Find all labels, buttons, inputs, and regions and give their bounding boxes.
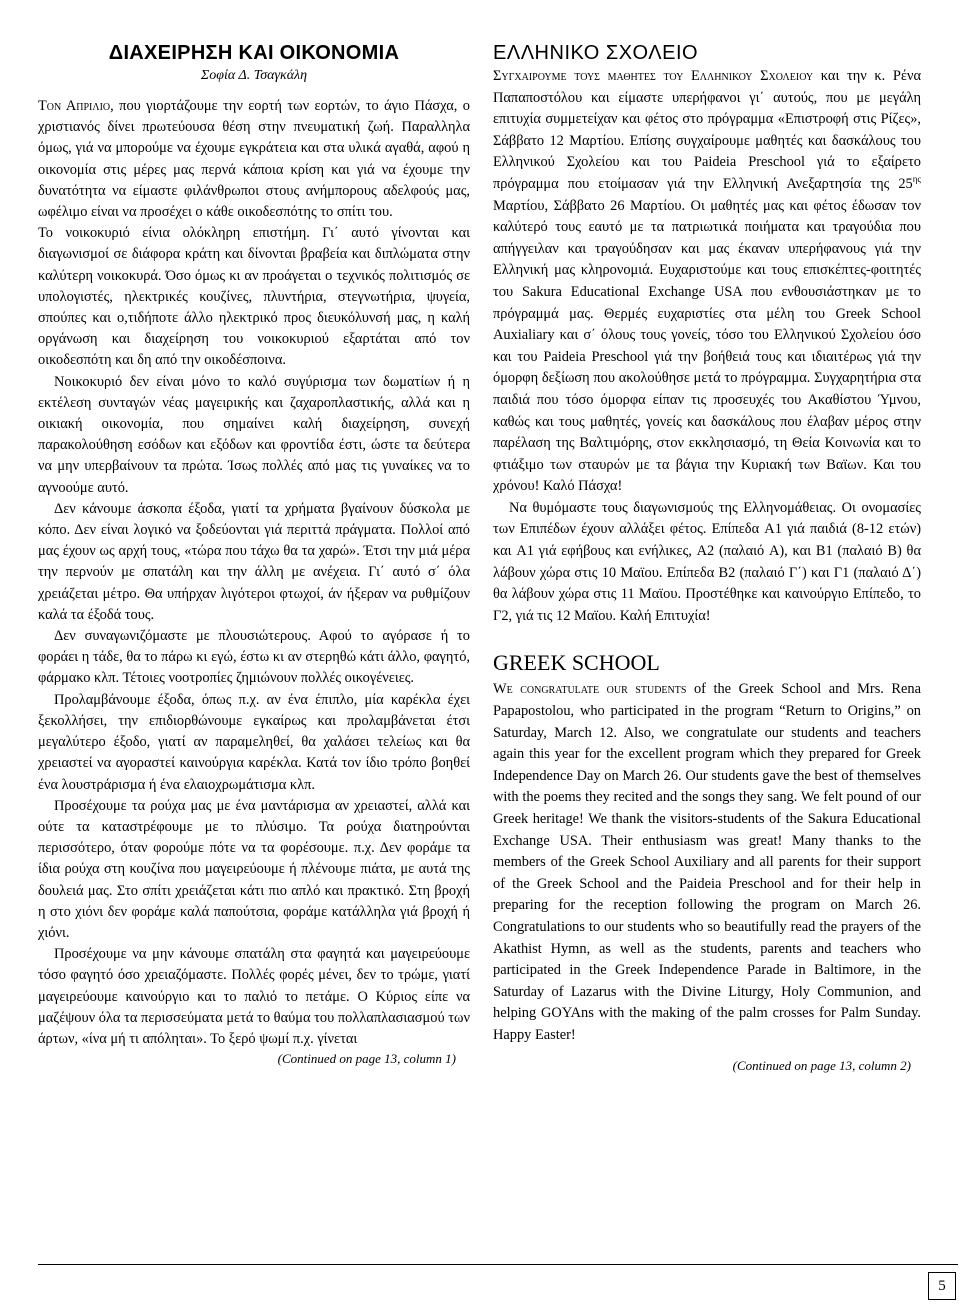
paragraph: Να θυμόμαστε τους διαγωνισμούς της Ελληνομάθειας. Οι ονομασίες των Επιπέδων έχουν αλλάξει φέτος. Επίπεδα A1 γιά παιδιά (8-12 ετών) και A1 γιά εφήβους και ενήλικες, A2 (παλαιό A), και B1 (παλαιό B) θα λάβουν χώρα στις 10 Μαϊου. Επίπεδα B2 (παλαιό Γ΄) και Γ1 (παλαιό Δ΄) θα λάβουν χώρα στις 11 Μαϊου. Προστέθηκε και καινούργιο Επίπεδο, το Γ2, γιά τις 12 Μαϊου. Καλή Επιτυχία!: [493, 499, 921, 624]
greek-school-title: ΕΛΛΗΝΙΚΟ ΣΧΟΛΕΙΟ: [493, 42, 699, 64]
paragraph: Προσέχουμε να μην κάνουμε σπατάλη στα φαγητά και μαγειρεύουμε τόσο φαγητό όσο χρειαζόμαστε. Πολλές φορές μένει, δεν το τρώμε, γιατί μαγειρεύουμε καινούργιο και το παλιό το πετάμε. Ο Κύριος είπε να μαζέψουν όλα τα περισσεύματα μετά το θαύμα του πολλαπλασιασμού των άρτων, «ίνα μή τι απόληται». Το ξερό ψωμί π.χ. γίνεται: [38, 946, 470, 1047]
right-column: [493, 40, 921, 1255]
footer-rule: [38, 1264, 958, 1265]
page-number: 5: [928, 1272, 956, 1300]
lead-in: Τον Απριλιο,: [38, 98, 114, 114]
paragraph: Συγχαιρουμε τους μαθητες του Ελληνικου Σχολειου και την κ. Ρένα Παπαποστόλου και είμαστε υπερήφανοι γι΄ αυτούς, που με μεγάλη επιτυχία συμμετείχαν και φέτος στο πρόγραμμα «Επιστροφή στις Ρίζες», Σάββατο 12 Μαρτίου. Επίσης συγχαίρουμε μαθητές και δασκάλους του Ελληνικού Σχολείου και του Paideia Preschool γιά το εξαίρετο πρόγραμμα που ετοίμασαν γιά την Ελληνική Ανεξαρτησία της $25^{\eta\varsigma}$ Μαρτίου, Σάββατο 26 Μαρτίου. Οι μαθητές μας και φέτος έδωσαν τον καλύτερό τους εαυτό με τα πατριωτικά ποιήματα και τραγούδια που απήγγειλαν και τραγούδησαν και μας έκαναν υπερήφανους γιά την Ελληνική μας κληρονομιά. Ευχαριστούμε και τους επισκέπτες-φοιτητές του Sakura Educational Exchange USA που ενθουσιάστηκαν με το πρόγραμμά μας. Θερμές ευχαριστίες στα μέλη του Greek School Auxialiary και σ΄ όλους τους γονείς, τόσο του Ελληνικού Σχολείου όσο και του Paideia Preschool γιά την βοήθειά τους και ιδιαιτέρως γιά την όμορφη δεξίωση που ακολούθησε μετά το πρόγραμμα. Συγχαρητήρια στα παιδιά που τόσο όμορφα είπαν τις προσευχές του Ακαθίστου Ύμνου, καθώς και τους μαθητές, γονείς και δασκάλους που έλαβαν μέρος στην παρέλαση της Βαλτιμόρης, στον εκκλησιασμό, τη Θεία Κοινωνία και το φτιάξιμο των σταυρών με τα βάγια την Κυριακή των Βαϊων. Και του χρόνου! Καλό Πάσχα!: [493, 68, 921, 495]
paragraph: Νοικοκυριό δεν είναι μόνο το καλό συγύρισμα των δωματίων ή η εκτέλεση συνταγών νέας μαγειρικής και ζαχαροπλαστικής, αλλά και η οικιακή οικονομία, που σημαίνει καλή διαχείρηση, συνεχή παρακολούθηση εσόδων και εξόδων και φροντίδα έστι, ώστε τα δεύτερα να μην υπερβαίνουν τα πρώτα. Ίσως πολλές από μας τις γυναίκες να το αγνοούμε αυτό.: [38, 373, 470, 496]
lead-in: Συγχαιρουμε τους μαθητες του Ελληνικου Σχολειου: [493, 68, 814, 84]
left-column: [38, 40, 470, 1255]
paragraph: Προλαμβάνουμε έξοδα, όπως π.χ. αν ένα έπιπλο, μία καρέκλα έχει ξεκολλήσει, την επιδιορθώνουμε εγκαίρως και προλαμβάνεται έτσι μεγαλύτερο έξοδο, γιατί αν παραμεληθεί, θα χαλάσει τελείως και θα χρειαστεί να αγοραστεί καινούργια καρέκλα. Κατά τον ίδιο τρόπο βοηθεί ένα λουστράρισμα ή ένα ελαιοχρωμάτισμα κλπ.: [38, 691, 470, 793]
continued-note: (Continued on page 13, column 1): [277, 1051, 456, 1067]
paragraph: Δεν συναγωνιζόμαστε με πλουσιώτερους. Αφού το αγόρασε ή το φοράει η τάδε, θα το πάρω κι εγώ, έστω κι αν στερηθώ κάτι άλλο, φαγητό, φάρμακο κλπ. Τέτοιες νοοτροπίες ζημιώνουν πολλές οικογένειες.: [38, 628, 470, 687]
lead-in: We congratulate our students: [493, 681, 687, 698]
paragraph: Δεν κάνουμε άσκοπα έξοδα, γιατί τα χρήματα βγαίνουν δύσκολα με κόπο. Δεν είναι λογικό να ξοδεύονται γιά περιττά πράγματα. Πολλοί από μας έχουν ως αρχή τους, «τώρα που τάχω θα τα χαρώ». Έτσι την μιά μέρα την περνούν με σπατάλη και την άλλη με ανέχεια. Γι΄ αυτό σ΄ όλα χρειάζεται μέτρο. Θα υπήρχαν λιγότεροι φτωχοί, άν ήξεραν να ρυθμίζουν καλά τα έξοδά τους.: [38, 500, 470, 623]
continued-note: (Continued on page 13, column 2): [732, 1057, 911, 1073]
article-title: ΔΙΑΧΕΙΡΗΣΗ ΚΑΙ ΟΙΚΟΝΟΜΙΑ: [108, 42, 400, 64]
article-author: Σοφία Δ. Τσαγκάλη: [200, 68, 308, 83]
paragraph: Τον Απριλιο, που γιορτάζουμε την εορτή των εορτών, το άγιο Πάσχα, ο χριστιανός δίνει πρωτεύουσα θέση στην πνευματική ζωή. Παραλληλα όμως, γιά να μπορούμε να έχουμε εγκράτεια και στα υλικά αγαθά, αφού η οικονομία στις μέρες μας περνά κάποια κρίση και γιά να έχουμε την δυνατότητα να είμαστε φιλάνθρωποι στους ανήμπορους αδελφούς μας, ωφέλιμο είναι να προσέχει ο κάθε οικοδεσπότης το σπίτι του.: [38, 98, 470, 221]
english-school-title: GREEK SCHOOL: [493, 650, 660, 676]
paragraph: We congratulate our students of the Greek School and Mrs. Rena Papapostolou, who participated in the program “Return to Origins,” on Saturday, March 12. Also, we congratulate our students and teachers again this year for the excellent program which they prepared for Greek Independence Day on March 26. Our students gave the best of themselves with the poems they recited and the songs they sang. We felt pound of our Greek heritage! We thank the visitors-students of the Sakura Educational Exchange USA. Their enthusiasm was great! Many thanks to the members of the Greek School Auxiliary and all parents for their support of the Greek School and the Paideia Preschool and for their help in preparing for the reception following the program on March 26. Congratulations to our students who so beautifully read the prayers of the Akathist Hymn, as well as the students, parents and teachers who participated in the Greek Independence Parade in Baltimore, in the Saturday of Lazarus with the Divine Liturgy, Holy Communion, and helping GOYAns with the making of the palm crosses for Palm Sunday. Happy Easter!: [493, 681, 921, 1043]
paragraph: Προσέχουμε τα ρούχα μας με ένα μαντάρισμα αν χρειαστεί, αλλά και ούτε τα καταστρέφουμε με το πλύσιμο. Τα ρούχα διατηρούνται περισσότερο, όταν φορούμε πότε να τα φορέσουμε. π.χ. Δεν φοράμε τα ίδια ρούχα στη κουζίνα που μαγειρεύουμε ή πλένουμε πιάτα, με αυτά της δουλειά μας. Στο σπίτι χρειάζεται κάτι πιο απλό και πρακτικό. Στη βροχή η στο χιόνι δεν φοράμε καλά παπούτσια, φοράμε κατάλληλα γιά βροχή ή χιόνι.: [38, 797, 470, 941]
paragraph: Το νοικοκυριό είνια ολόκληρη επιστήμη. Γι΄ αυτό γίνονται και διαγωνισμοί σε διάφορα κράτη και δίνονται βραβεία και διπλώματα στην καλύτερη νοικοκυρά. Όσο όμως κι αν προάγεται ο τεχνικός πολιτισμός σε υπολογιστές, ηλεκτρικές κουζίνες, πλυντήρια, στεγνωτήρια, ψυγεία, σπούπες και ο,τιδήποτε άλλο ηλεκτρικό προς διευκόλυνσή μας, η καλή οργάνωση και διαχείρηση του νοικοκυριού εξαρτάται από τον οικοδεσπότη και δη από την οικοδέσποινα.: [38, 225, 470, 369]
